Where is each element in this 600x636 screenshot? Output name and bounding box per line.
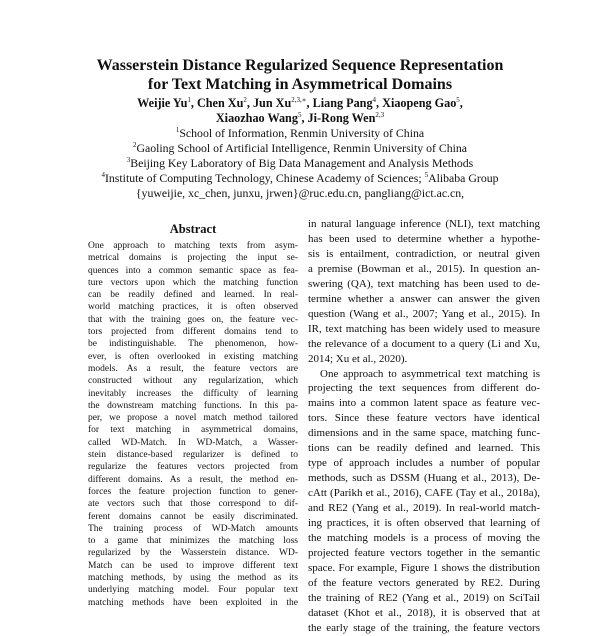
abstract-line: matching methods have been exploited in the	[88, 597, 298, 608]
abstract-line: ferent domains cannot be easily discriminated.	[88, 511, 298, 522]
author-line-1: Weijie Yu$^1$, Chen Xu$^2$, Jun $Xu^{2,3,∗}$, Liang Pang$^4$, Xiaopeng Gao$^5$,	[137, 95, 463, 110]
author-affil-mark: 2,3	[375, 110, 385, 119]
body-line: dimensions and in the same space, matching func-	[308, 427, 540, 440]
body-line: question (Wang et al., 2007; Yang et al., 2015). In	[308, 307, 540, 320]
author-name: Chen Xu	[196, 96, 244, 110]
body-line: and RE2 (Yang et al., 2019). In real-world match-	[308, 502, 540, 515]
body-line: methods, such as DSSM (Huang et al., 2013), De-	[308, 472, 540, 485]
body-line: 2014; Xu et al., 2020).	[308, 352, 408, 365]
body-line: projected feature vectors together in the semantic	[308, 546, 540, 559]
body-line: in natural language inference (NLI), text matching	[308, 218, 540, 230]
abstract-line: the downstream matching functions. In this pa-	[88, 400, 298, 411]
body-line: the early stage of the training, the feature vectors	[308, 621, 540, 634]
abstract-line: that with the training goes on, the feature vec-	[88, 314, 298, 325]
body-line: tions can be readily defined and learned. This	[308, 442, 540, 455]
author-affil-mark: 4	[372, 95, 377, 104]
abstract-line: tors projected from different domains tend to	[88, 327, 298, 338]
body-line: mains into a common latent space as feature vec-	[308, 397, 540, 410]
body-line: sis is entailment, contradiction, or neutral given	[308, 247, 540, 260]
abstract-line: can be readily defined and learned. In real-	[88, 290, 298, 301]
body-line: termine whether a answer can answer the given	[308, 292, 540, 305]
body-line: a premise (Bowman et al., 2015). In question an-	[308, 262, 540, 275]
author-name: Weijie Yu	[137, 96, 188, 110]
affiliation-line: $^4$Institute of Computing Technology, Chinese Academy of Sciences; $^5$Alibaba Group	[101, 171, 499, 185]
abstract-line: ate vectors such that those correspond to dif-	[88, 499, 298, 510]
abstract-line: The training process of WD-Match amounts	[88, 523, 298, 534]
body-column-right	[308, 217, 540, 636]
body-line: the matching models is a process of moving the	[308, 532, 540, 545]
title-line-2: for Text Matching in Asymmetrical Domains	[147, 76, 453, 93]
body-line: type of approach includes a number of popular	[308, 457, 540, 470]
body-line: cAtt (Parikh et al., 2016), CAFE (Tay et al., 2018a),	[308, 487, 540, 500]
abstract-line: matching methods, by using the method as its	[88, 573, 298, 584]
abstract-line: for text matching in asymmetrical domains,	[88, 425, 298, 436]
abstract-line: models. As a result, the feature vectors are	[88, 363, 298, 374]
title-line-1: Wasserstein Distance Regularized Sequence Representation	[96, 57, 504, 74]
abstract-line: constructed without any regularization, which	[88, 376, 298, 387]
body-line: ing practices, it is often observed that learning of	[308, 517, 540, 530]
body-line: projecting the text sequences from different do-	[308, 382, 540, 395]
body-line: IR, text matching has been widely used to measure	[308, 322, 540, 335]
abstract-line: quences into a common semantic space as fea-	[88, 265, 298, 276]
abstract-line: world matching practices, it is often observed	[88, 302, 298, 313]
abstract-heading: Abstract	[169, 222, 217, 236]
abstract-line: ever, is often overlooked in existing matching	[88, 351, 298, 362]
affiliation-line: $^3$Beijing Key Laboratory of Big Data Management and Analysis Methods	[126, 156, 474, 170]
paper-title	[60, 56, 540, 94]
author-name: Liang Pang	[312, 96, 373, 110]
body-line: swering (QA), text matching has been used to de-	[308, 277, 540, 290]
author-affil-mark: 1	[187, 95, 191, 104]
abstract-line: per, we propose a novel match method tailored	[88, 413, 298, 424]
author-emails: {yuweijie, xc_chen, junxu, jrwen}@ruc.edu.cn, pangliang@ict.ac.cn,	[135, 186, 465, 200]
affiliations	[40, 126, 560, 201]
abstract-line: Match can be used to improve different text	[88, 560, 298, 571]
abstract-line: forces the feature projection function to gener-	[88, 486, 298, 497]
author-affil-mark: 2	[243, 95, 247, 104]
abstract-line: stein distance-based regularizer is defined to	[88, 450, 298, 461]
abstract-line: regularize the features vectors projected from	[88, 462, 298, 473]
abstract-line: different domains. As a result, the method en-	[88, 474, 298, 485]
author-name: Jun Xu	[252, 96, 292, 110]
author-list	[40, 96, 560, 126]
author-name: Xiaopeng Gao	[382, 96, 457, 110]
body-line: dataset (Khot et al., 2018), it is observed that at	[308, 606, 540, 619]
author-line-2: Xiaozhao Wang$^5$, Ji-Rong Wen$^{2,3}$	[215, 110, 385, 125]
affiliation-line: $^1$School of Information, Renmin University of China	[175, 126, 425, 140]
body-line: the relevance of a document to a query (Li and Xu,	[308, 337, 540, 350]
abstract-line: be indistinguishable. The phenomenon, how-	[88, 339, 298, 350]
abstract-line: metrical domains is projecting the input se-	[88, 253, 298, 264]
author-affil-mark: 2,3,∗	[291, 95, 307, 104]
abstract-line: One approach to matching texts from asym-	[88, 241, 298, 251]
body-line: of the feature vectors generated by RE2. During	[308, 576, 540, 589]
abstract-line: ture vectors upon which the matching function	[88, 277, 298, 288]
author-name: Ji-Rong Wen	[307, 111, 376, 125]
abstract-line: regularized by the Wasserstein distance. WD-	[88, 548, 298, 559]
author-affil-mark: 5	[456, 95, 460, 104]
abstract-line: called WD-Match. In WD-Match, a Wasser-	[88, 437, 298, 448]
abstract-line: to a game that minimizes the matching loss	[88, 536, 298, 547]
author-affil-mark: 5	[297, 110, 302, 119]
abstract-line: inevitably increases the difficulty of learning	[88, 388, 298, 399]
author-name: Xiaozhao Wang	[215, 111, 298, 125]
body-line: tors. Since these feature vectors have identical	[308, 412, 540, 425]
affiliation-line: $^2$Gaoling School of Artificial Intelligence, Renmin University of China	[132, 141, 468, 155]
abstract-text	[88, 240, 298, 609]
body-line: One approach to asymmetrical text matching is	[320, 367, 540, 380]
abstract-line: underlying matching model. Four popular text	[88, 585, 298, 596]
body-line: space. For example, Figure 1 shows the distribution	[308, 561, 540, 574]
body-line: the training of RE2 (Yang et al., 2019) on SciTail	[308, 591, 540, 604]
body-line: has been used to determine whether a hypothe-	[308, 232, 540, 245]
